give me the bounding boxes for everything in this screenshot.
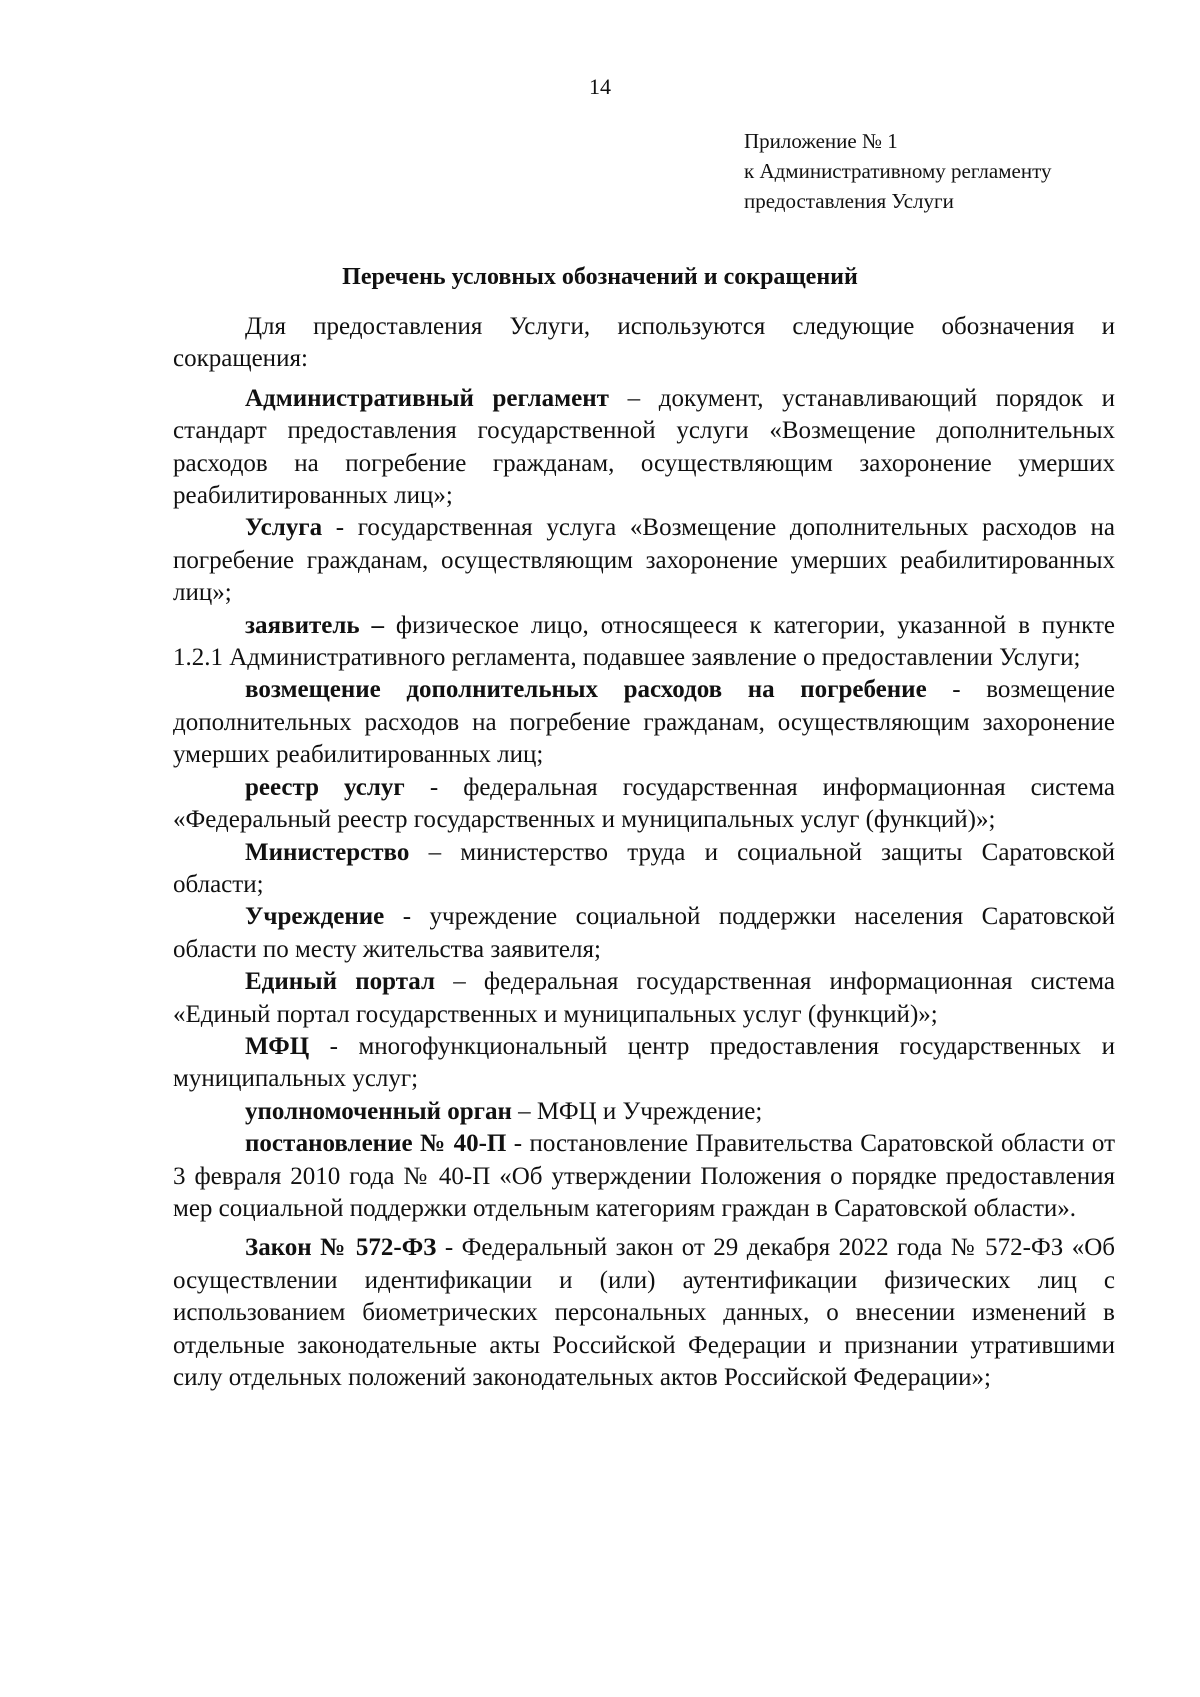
- definition-term: Учреждение: [245, 903, 385, 931]
- definition-mfc: [173, 1031, 1115, 1096]
- definition-law-572fz: [173, 1232, 1115, 1394]
- appendix-note: [744, 126, 1051, 216]
- definition-administrative-regulation: [173, 383, 1115, 513]
- definition-term: постановление № 40-П: [245, 1130, 507, 1158]
- definition-text: – МФЦ и Учреждение;: [511, 1097, 763, 1125]
- document-title: Перечень условных обозначений и сокращений: [342, 264, 858, 290]
- definition-text: физическое лицо, относящееся к категории, указанной в пункте 1.2.1 Административного регламента, подавшее заявление о предоставлении Услуги;: [173, 611, 1115, 672]
- definition-text: - возмещение дополнительных расходов на погребение гражданам, осуществляющим захоронение умерших реабилитированных лиц;: [173, 676, 1115, 769]
- definition-term: МФЦ: [245, 1032, 310, 1060]
- definition-service-registry: [173, 772, 1115, 837]
- definition-text: – федеральная государственная информационная система «Единый портал государственных и муниципальных услуг (функций)»;: [173, 968, 1115, 1028]
- definition-authorized-body: [173, 1096, 1115, 1128]
- definition-unified-portal: [173, 966, 1115, 1031]
- definition-text: – документ, устанавливающий порядок и стандарт предоставления государственной услуги «Возмещение дополнительных расходов на погребение гражданам, осуществляющим захоронение умерших реабилитированных лиц»;: [173, 384, 1115, 510]
- definition-term: реестр услуг: [245, 773, 405, 801]
- appendix-line-3: предоставления Услуги: [744, 189, 954, 213]
- definition-term: Административный регламент: [245, 384, 609, 412]
- definition-term: Закон № 572-ФЗ: [245, 1234, 437, 1262]
- intro-paragraph: Для предоставления Услуги, используются следующие обозначения и сокращения:: [173, 313, 1115, 373]
- definition-resolution-40p: [173, 1128, 1115, 1225]
- definition-applicant: [173, 610, 1115, 675]
- definition-text: - Федеральный закон от 29 декабря 2022 года № 572-ФЗ «Об осуществлении идентификации и (или) аутентификации физических лиц с использованием биометрических персональных данных, о внесении изменений в отдельные законодательные акты Российской Федерации и признании утратившими силу отдельных положений законодательных актов Российской Федерации»;: [173, 1234, 1115, 1391]
- definition-text: – министерство труда и социальной защиты Саратовской области;: [173, 838, 1115, 898]
- definition-text: - федеральная государственная информационная система «Федеральный реестр государственных и муниципальных услуг (функций)»;: [173, 773, 1116, 834]
- definition-institution: [173, 901, 1115, 966]
- definition-ministry: [173, 837, 1115, 902]
- definition-term: уполномоченный орган: [245, 1097, 512, 1125]
- definition-term: Министерство: [245, 838, 410, 866]
- definition-term: Единый портал: [245, 968, 436, 996]
- page-number: 14: [589, 74, 611, 99]
- appendix-line-2: к Административному регламенту: [744, 159, 1052, 183]
- definition-text: - учреждение социальной поддержки населения Саратовской области по месту жительства заявителя;: [173, 903, 1115, 963]
- document-body: [173, 311, 1115, 1394]
- definition-term: Услуга: [245, 514, 323, 542]
- definition-term: заявитель –: [245, 611, 385, 639]
- definition-text: - постановление Правительства Саратовской области от 3 февраля 2010 года № 40-П «Об утверждении Положения о порядке предоставления мер социальной поддержки отдельным категориям граждан в Саратовской области».: [173, 1130, 1115, 1222]
- definition-term: возмещение дополнительных расходов на погребение: [245, 676, 927, 704]
- definition-service: [173, 512, 1115, 609]
- definition-text: - многофункциональный центр предоставления государственных и муниципальных услуг;: [173, 1032, 1115, 1093]
- appendix-line-1: Приложение № 1: [744, 129, 898, 153]
- definition-text: - государственная услуга «Возмещение дополнительных расходов на погребение гражданам, осуществляющим захоронение умерших реабилитированных лиц»;: [173, 514, 1115, 607]
- definition-burial-compensation: [173, 674, 1115, 771]
